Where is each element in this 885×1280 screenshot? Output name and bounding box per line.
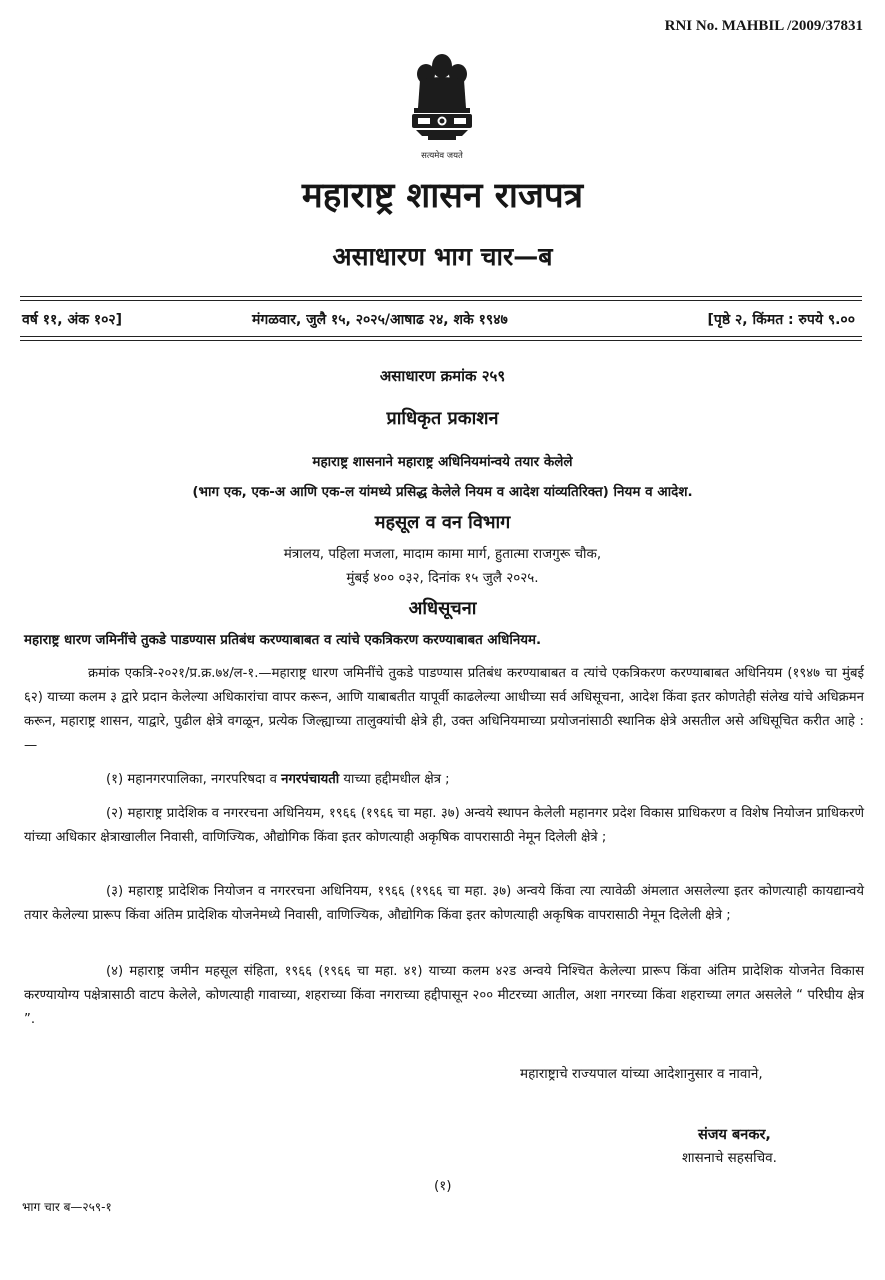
item-4-text: (४) महाराष्ट्र जमीन महसूल संहिता, १९६६ (१९६६ चा महा. ४१) याच्या कलम ४२ड अन्वये निश्चित केलेल्या प्रारूप किंवा अंतिम प्रादेशिक योजनेत विकास करण्यायोग्य पक्षेत्रासाठी वाटप केलेले, कोणत्याही गावाच्या, शहराच्या किंवा नगराच्या हद्दीपासून २०० मीटरच्या आतील, अशा नगरच्या किंवा शहराच्या लगत असलेले “ परिघीय क्षेत्र ”. <box>24 964 864 1027</box>
pages-price: [पृष्ठे २, किंमत : रुपये ९.०० <box>707 312 855 328</box>
extraordinary-number: असाधारण क्रमांक २५९ <box>379 367 506 385</box>
item-1-text-post: याच्या हद्दीमधील क्षेत्र ; <box>339 772 450 787</box>
item-1-text-pre: (१) महानगरपालिका, नगरपरिषदा व <box>106 772 282 787</box>
header-rule-top-inner <box>20 300 862 301</box>
footer-code: भाग चार ब—२५९-१ <box>22 1200 112 1214</box>
item-3-text: (३) महाराष्ट्र प्रादेशिक नियोजन व नगररचना अधिनियम, १९६६ (१९६६ चा महा. ३७) अन्वये किंवा त्या त्यावेळी अंमलात असलेल्या इतर कोणत्याही कायद्यान्वये तयार केलेल्या प्रारूप किंवा अंतिम प्रादेशिक योजनेमध्ये निवासी, वाणिज्यिक, औद्योगिक किंवा इतर कोणत्याही अकृषिक वापरासाठी नेमून दिलेली क्षेत्रे ; <box>24 884 864 923</box>
list-item <box>24 768 864 792</box>
emblem-motto: सत्यमेव जयते <box>421 151 463 161</box>
item-1-text-bold: नगरपंचायती <box>281 772 340 787</box>
gazette-title: महाराष्ट्र शासन राजपत्र <box>301 176 584 216</box>
signatory-name: संजय बनकर, <box>698 1127 771 1143</box>
address-line-1: मंत्रालय, पहिला मजला, मादाम कामा मार्ग, हुतात्मा राजगुरू चौक, <box>283 546 602 562</box>
volume-issue: वर्ष ११, अंक १०२] <box>22 312 123 328</box>
prepared-line-1: महाराष्ट्र शासनाने महाराष्ट्र अधिनियमांन्वये तयार केलेले <box>312 454 573 470</box>
rni-number: RNI No. MAHBIL /2009/37831 <box>664 18 863 34</box>
act-title: महाराष्ट्र धारण जमिनींचे तुकडे पाडण्यास प्रतिबंध करण्याबाबत व त्यांचे एकत्रिकरण करण्याबाबत अधिनियम. <box>24 633 542 648</box>
signatory-designation: शासनाचे सहसचिव. <box>682 1150 777 1166</box>
list-item <box>24 802 864 850</box>
notification-heading: अधिसूचना <box>408 598 477 619</box>
page-number: (१) <box>434 1178 452 1194</box>
gazette-subtitle: असाधारण भाग चार—ब <box>332 242 553 271</box>
department-name: महसूल व वन विभाग <box>374 512 511 533</box>
header-rule-bottom <box>20 336 862 337</box>
main-paragraph <box>24 662 864 758</box>
governor-order: महाराष्ट्राचे राज्यपाल यांच्या आदेशानुसार व नावाने, <box>520 1066 763 1082</box>
authorized-publication: प्राधिकृत प्रकाशन <box>386 408 499 429</box>
header-rule-top <box>20 296 862 297</box>
item-2-text: (२) महाराष्ट्र प्रादेशिक व नगररचना अधिनियम, १९६६ (१९६६ चा महा. ३७) अन्वये स्थापन केलेली महानगर प्रदेश विकास प्राधिकरण व विशेष नियोजन प्राधिकरणे यांच्या अधिकार क्षेत्राखालील निवासी, वाणिज्यिक, औद्योगिक किंवा इतर कोणत्याही अकृषिक वापरासाठी नेमून दिलेली क्षेत्रे ; <box>24 806 864 845</box>
header-rule-bottom-inner <box>20 340 862 341</box>
state-emblem-icon <box>392 50 492 168</box>
address-line-2: मुंबई ४०० ०३२, दिनांक १५ जुलै २०२५. <box>346 570 539 586</box>
prepared-line-2: (भाग एक, एक-अ आणि एक-ल यांमध्ये प्रसिद्ध केलेले नियम व आदेश यांव्यतिरिक्त) नियम व आदेश. <box>192 484 693 500</box>
publication-date: मंगळवार, जुलै १५, २०२५/आषाढ २४, शके १९४७ <box>252 312 508 328</box>
list-item <box>24 960 864 1032</box>
main-paragraph-text: क्रमांक एकत्रि-२०२१/प्र.क्र.७४/ल-१.—महाराष्ट्र धारण जमिनींचे तुकडे पाडण्यास प्रतिबंध करण्याबाबत व त्यांचे एकत्रिकरण करण्याबाबत अधिनियम (१९४७ चा मुंबई ६२) याच्या कलम ३ द्वारे प्रदान केलेल्या अधिकारांचा वापर करून, आणि याबाबतीत यापूर्वी काढलेल्या आधीच्या सर्व अधिसूचना, आदेश किंवा इतर कोणतेही संलेख यांचे अधिक्रमन करून, महाराष्ट्र शासन, याद्वारे, पुढील क्षेत्रे वगळून, प्रत्येक जिल्ह्याच्या तालुक्यांची क्षेत्रे ही, उक्त अधिनियमाच्या प्रयोजनांसाठी स्थानिक क्षेत्रे असतील असे अधिसूचित करीत आहे :— <box>24 666 864 753</box>
list-item <box>24 880 864 928</box>
